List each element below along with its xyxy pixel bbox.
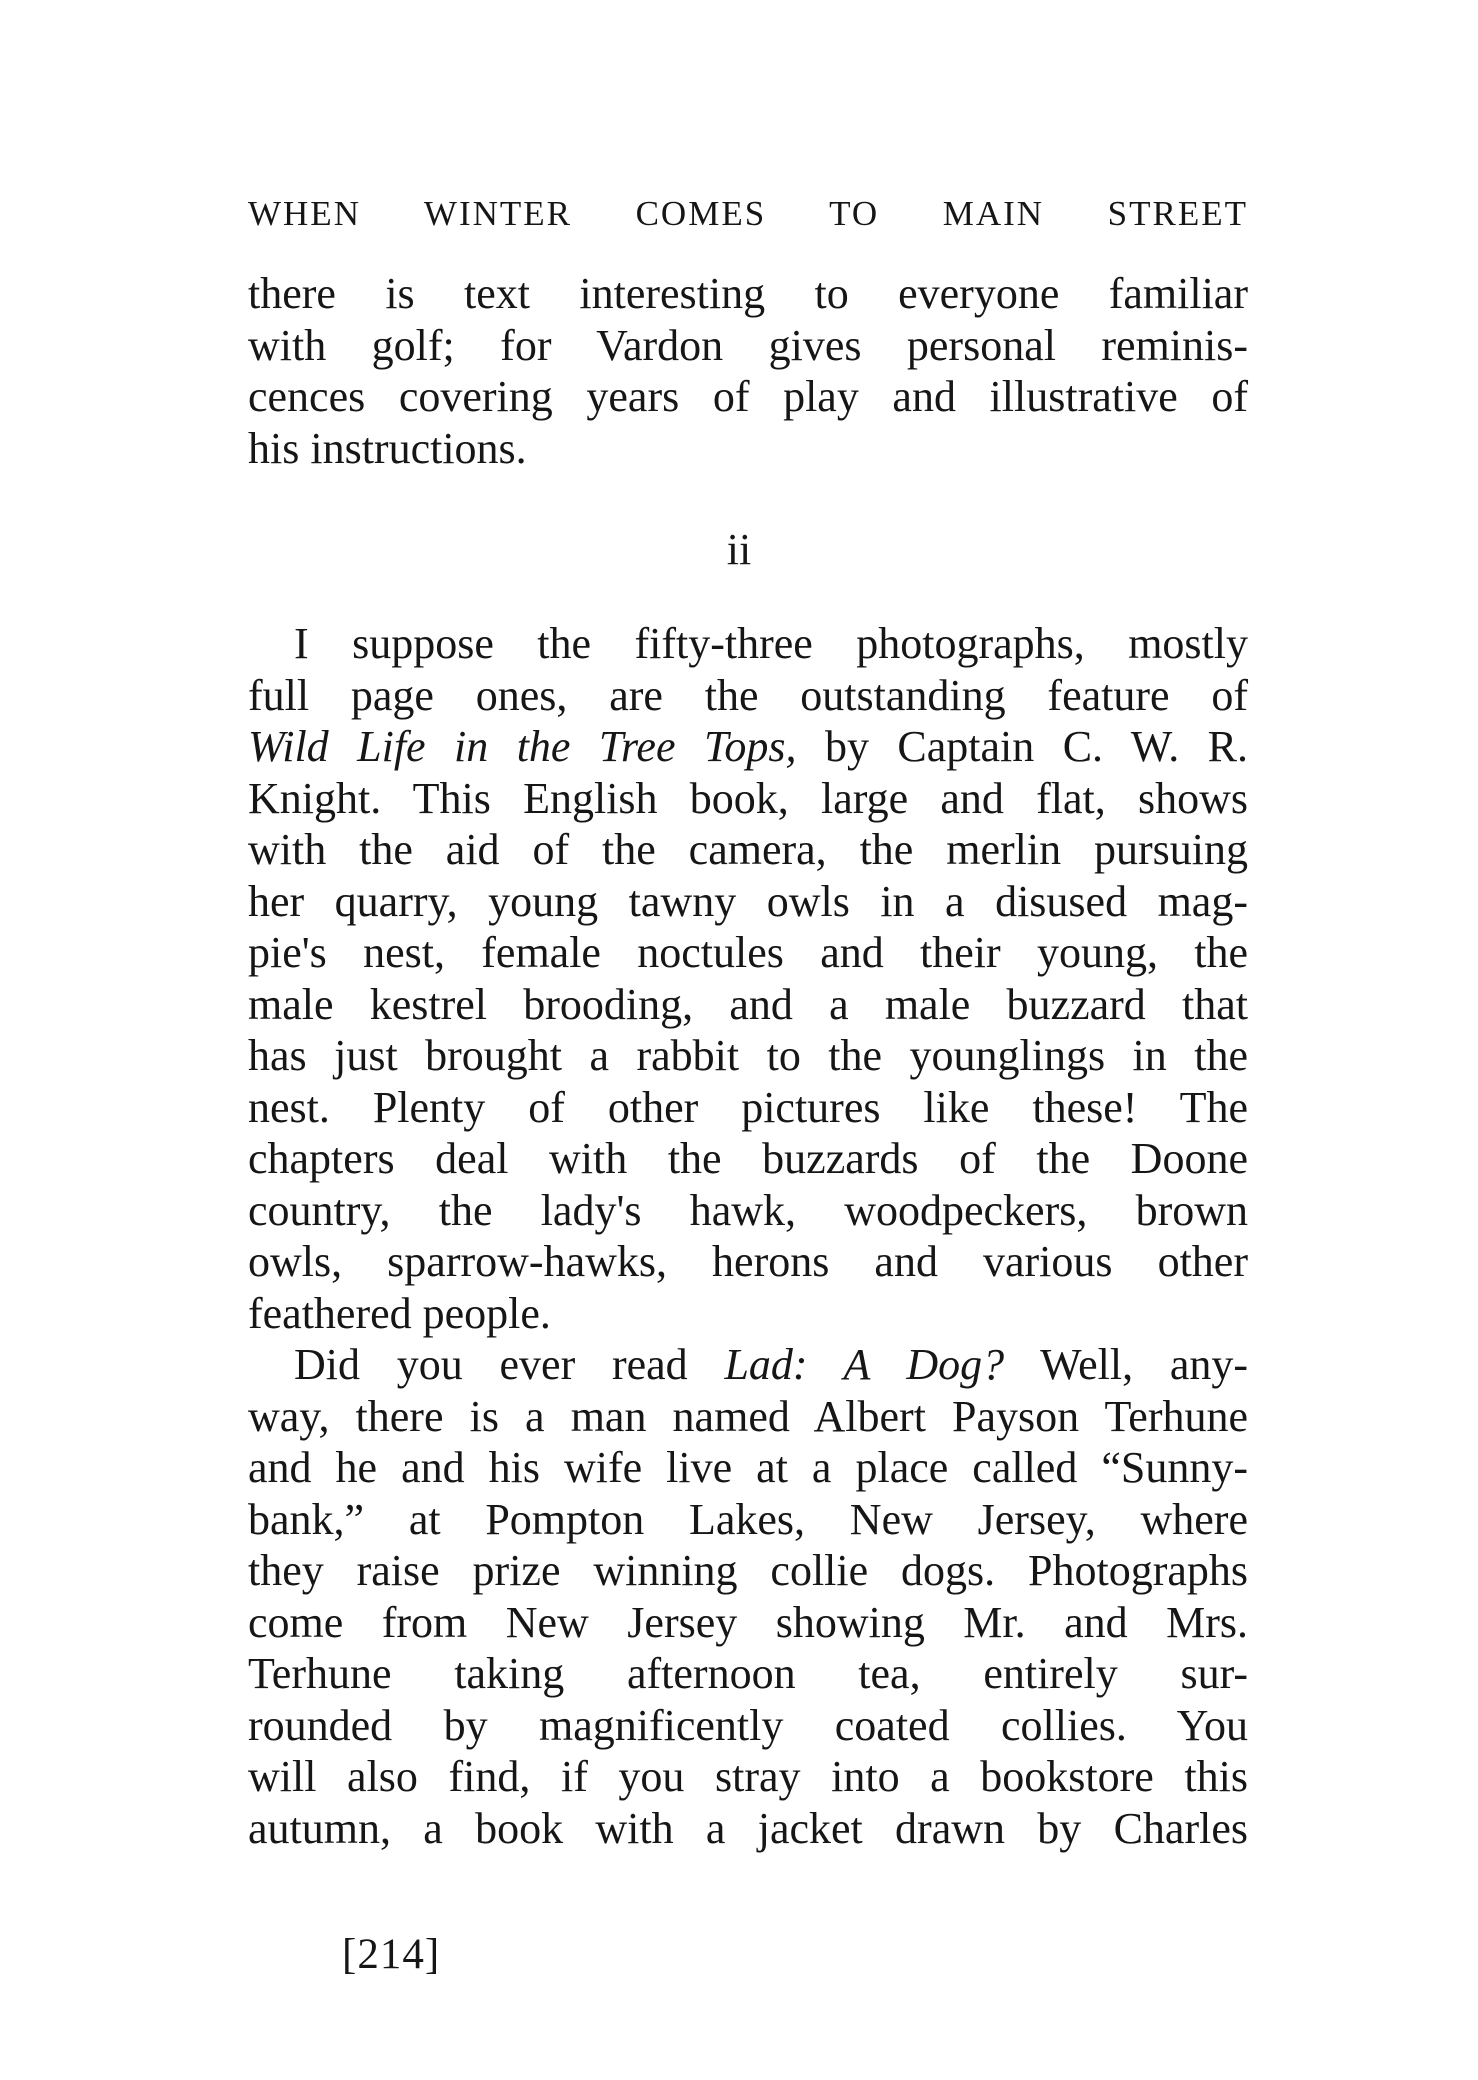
page-number: [214] [342, 1931, 441, 1978]
text-line: and he and his wife live at a place called “Sunny- [248, 1443, 1248, 1492]
section-number: ii [726, 525, 752, 574]
text-line: feathered people. [248, 1288, 551, 1338]
text-line: autumn, a book with a jacket drawn by Charles [248, 1803, 1248, 1853]
text-line: with golf; for Vardon gives personal reminis- [248, 320, 1248, 370]
book-title: Lad: A Dog? [724, 1340, 1005, 1389]
text-line: I suppose the fifty-three photographs, mostly [294, 619, 1248, 668]
text-line: pie's nest, female noctules and their young, the [248, 928, 1248, 977]
text-line: with the aid of the camera, the merlin pursuing [248, 825, 1248, 874]
text-line-with-title [248, 721, 1248, 773]
text-line: full page ones, are the outstanding feature of [248, 670, 1248, 720]
text-line: male kestrel brooding, and a male buzzard that [248, 979, 1248, 1029]
text-line: has just brought a rabbit to the younglings in the [248, 1031, 1248, 1080]
text-line: his instructions. [248, 423, 527, 473]
text-fragment: Well, any- [1004, 1340, 1249, 1389]
text-line: Terhune taking afternoon tea, entirely sur- [248, 1649, 1248, 1698]
text-fragment: Did you ever read [294, 1340, 725, 1389]
text-line: rounded by magnificently coated collies. You [248, 1700, 1248, 1750]
text-line: her quarry, young tawny owls in a disused mag- [248, 876, 1248, 926]
text-line: come from New Jersey showing Mr. and Mrs. [248, 1597, 1248, 1647]
text-line: owls, sparrow-hawks, herons and various other [248, 1237, 1248, 1286]
text-fragment: by Captain C. W. R. [796, 722, 1248, 771]
text-line: cences covering years of play and illustrative of [248, 372, 1248, 421]
paragraph-one [248, 618, 1248, 1339]
running-head: WHEN WINTER COMES TO MAIN STREET [248, 194, 1248, 233]
text-line: Knight. This English book, large and flat, shows [248, 773, 1248, 823]
book-title: Wild Life in the Tree Tops, [248, 722, 797, 771]
text-line: country, the lady's hawk, woodpeckers, brown [248, 1185, 1248, 1235]
text-line: way, there is a man named Albert Payson Terhune [248, 1391, 1248, 1441]
section-two-text [248, 618, 1248, 1854]
text-line: nest. Plenty of other pictures like these! The [248, 1082, 1248, 1132]
text-line-with-title [248, 1339, 1248, 1391]
text-line: will also find, if you stray into a bookstore this [248, 1752, 1248, 1801]
text-line: they raise prize winning collie dogs. Photographs [248, 1546, 1248, 1595]
text-line: bank,” at Pompton Lakes, New Jersey, where [248, 1494, 1248, 1544]
section-one-text [248, 268, 1248, 474]
paragraph-two [248, 1339, 1248, 1854]
text-line: there is text interesting to everyone familiar [248, 269, 1248, 318]
text-line: chapters deal with the buzzards of the Doone [248, 1134, 1248, 1183]
